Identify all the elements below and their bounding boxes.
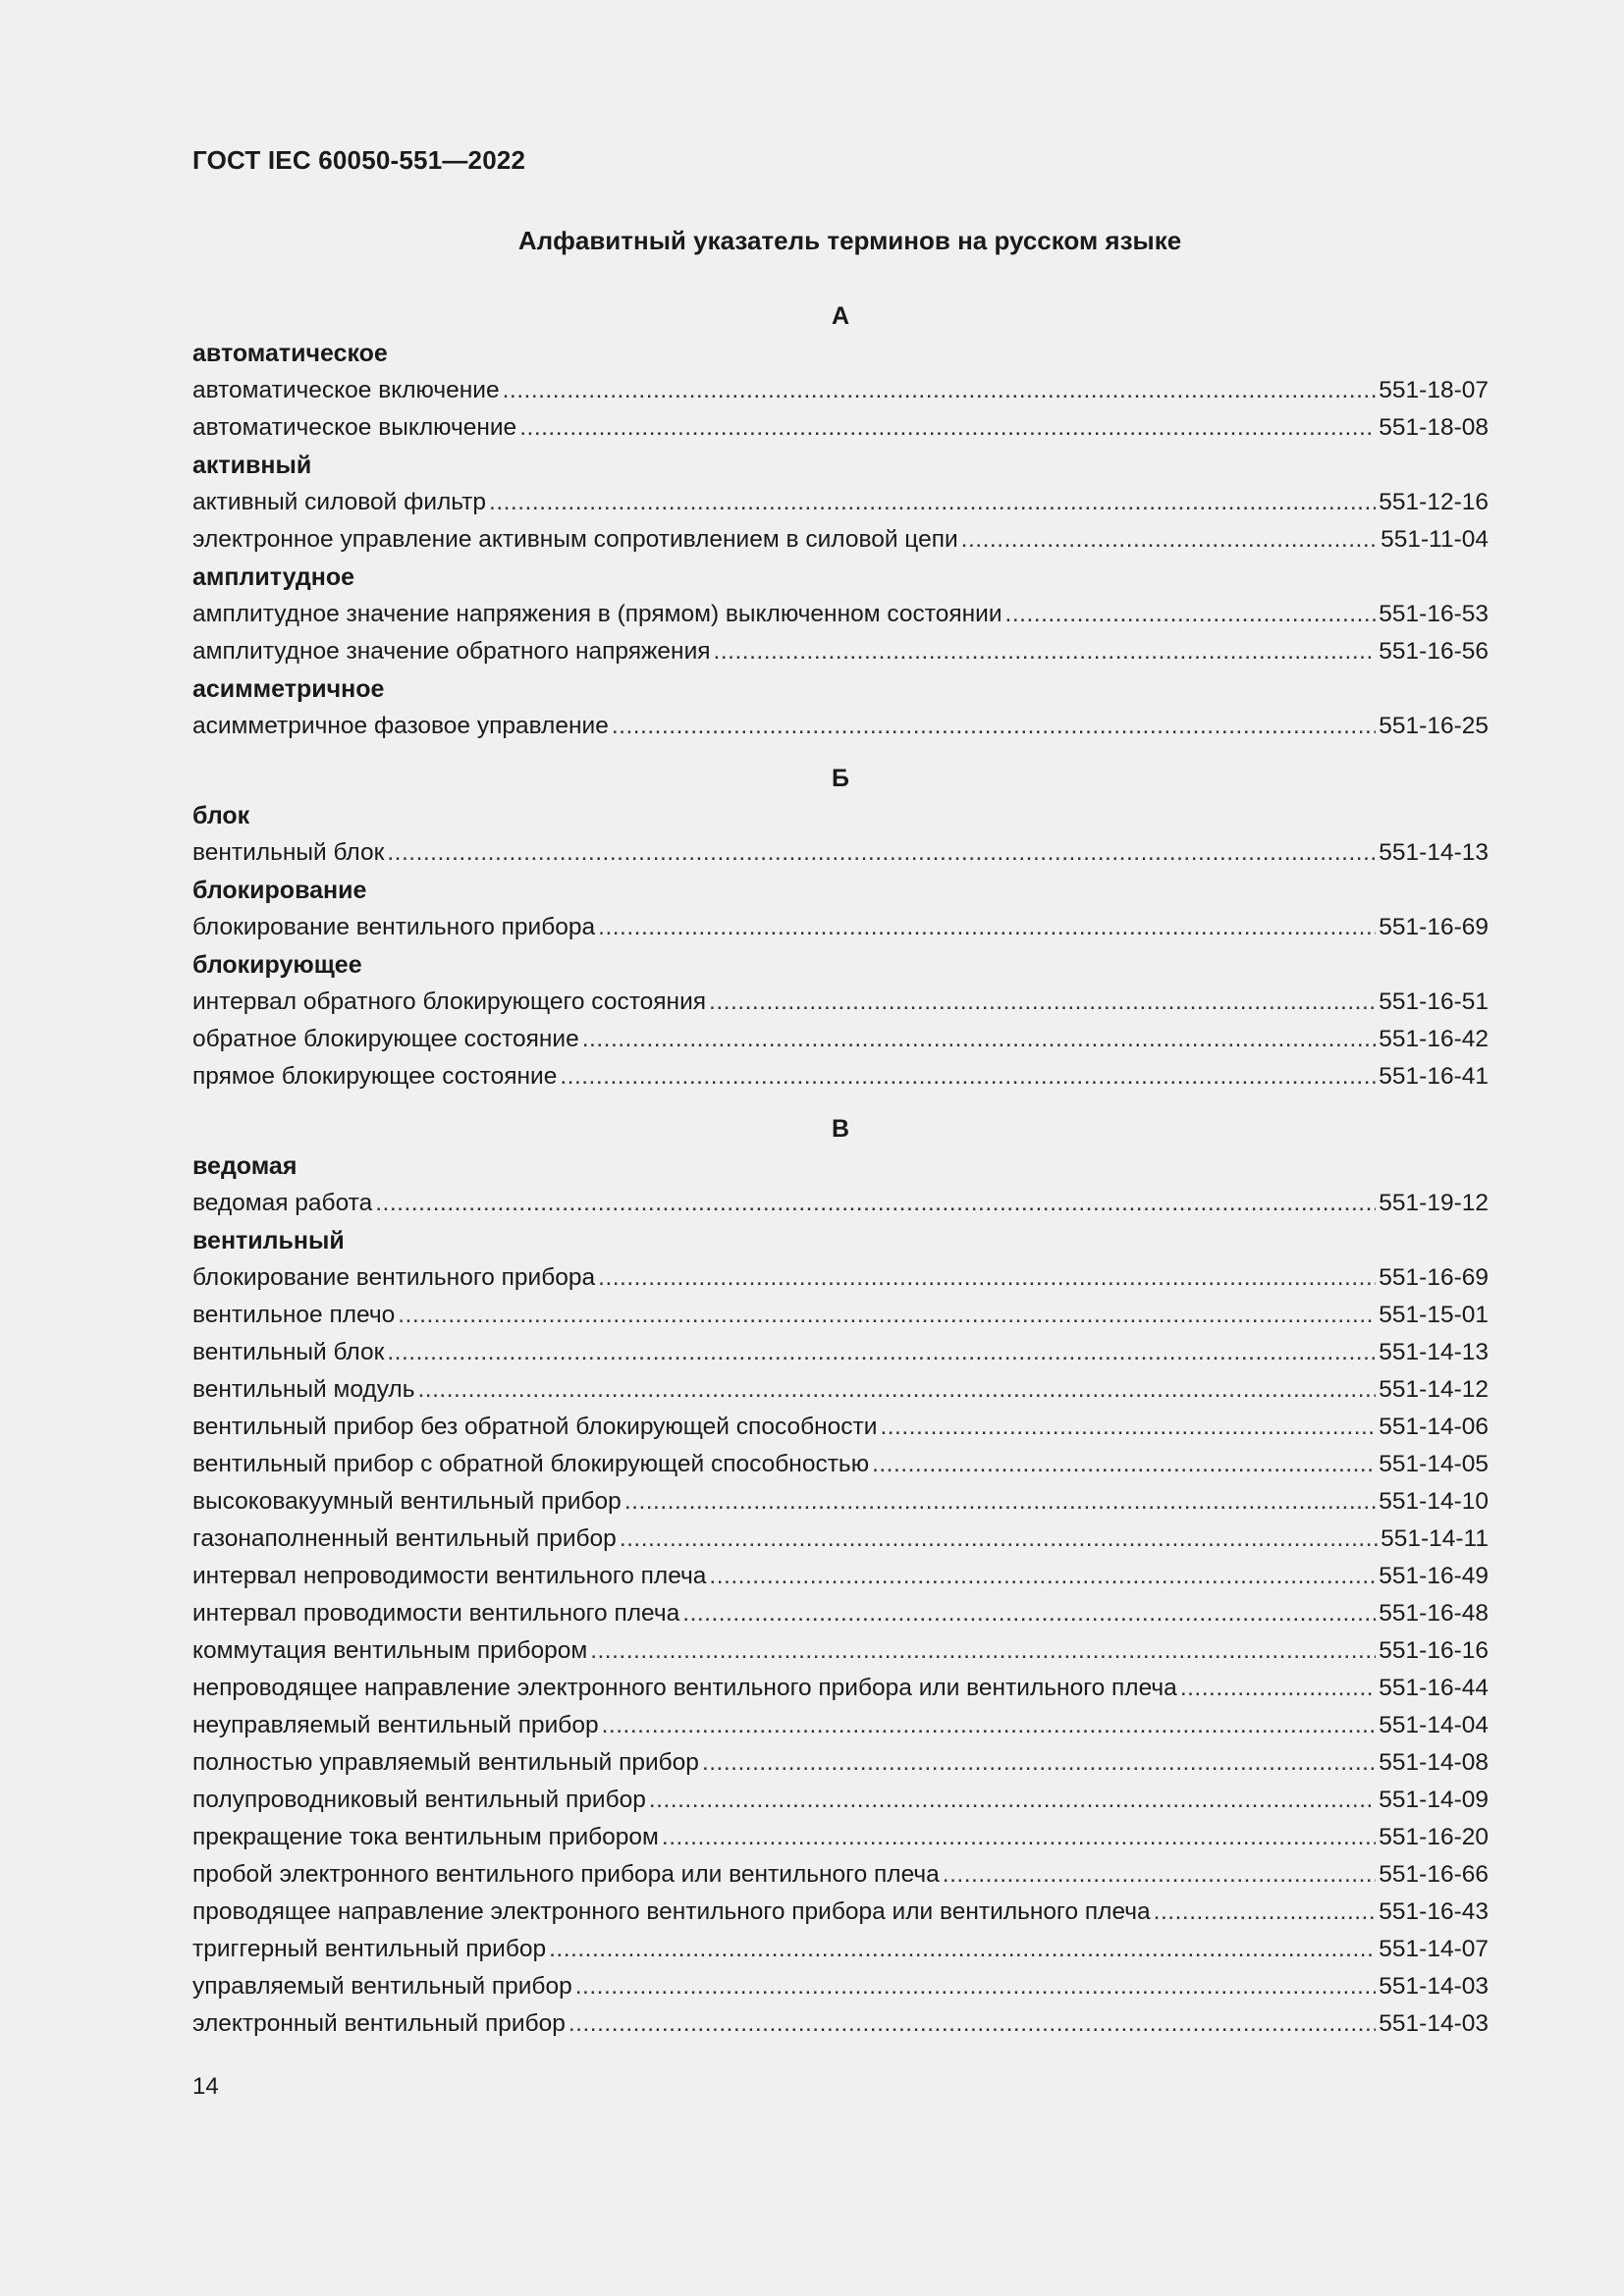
entry-reference: 551-16-48 <box>1379 1600 1489 1627</box>
index-entry <box>192 1894 1489 1931</box>
group-heading: блокирующее <box>192 951 362 979</box>
entry-reference: 551-14-13 <box>1379 839 1489 866</box>
index-entry <box>192 1819 1489 1856</box>
entry-reference: 551-14-08 <box>1379 1749 1489 1776</box>
entry-reference: 551-16-20 <box>1379 1824 1489 1850</box>
entry-term: активный силовой фильтр <box>192 489 487 515</box>
index-entry <box>192 1707 1489 1744</box>
index-entry <box>192 1483 1489 1521</box>
entry-term: асимметричное фазовое управление <box>192 713 609 739</box>
entry-reference: 551-16-25 <box>1379 713 1489 739</box>
dot-leader <box>387 1334 1376 1371</box>
dot-leader <box>662 1819 1376 1856</box>
dot-leader <box>503 372 1377 409</box>
entry-term: обратное блокирующее состояние <box>192 1026 579 1052</box>
entry-term: блокирование вентильного прибора <box>192 1264 596 1291</box>
entry-term: коммутация вентильным прибором <box>192 1637 588 1664</box>
group-heading: автоматическое <box>192 340 388 367</box>
index-entry <box>192 1968 1489 2005</box>
index-entry <box>192 1446 1489 1483</box>
index-entry <box>192 1185 1489 1222</box>
entry-reference: 551-14-11 <box>1380 1525 1489 1552</box>
index-entry <box>192 1259 1489 1297</box>
dot-leader <box>649 1782 1376 1819</box>
dot-leader <box>1180 1670 1376 1707</box>
index-entry <box>192 1558 1489 1595</box>
entry-reference: 551-16-51 <box>1379 988 1489 1015</box>
entry-term: вентильный модуль <box>192 1376 415 1403</box>
index-entry <box>192 1632 1489 1670</box>
dot-leader <box>560 1058 1376 1095</box>
entry-term: амплитудное значение обратного напряжения <box>192 638 711 665</box>
index-entry <box>192 1595 1489 1632</box>
entry-reference: 551-14-05 <box>1379 1451 1489 1477</box>
page-number: 14 <box>192 2073 219 2100</box>
entry-term: интервал непроводимости вентильного плеча <box>192 1563 707 1589</box>
index-entry <box>192 1670 1489 1707</box>
entry-reference: 551-16-42 <box>1379 1026 1489 1052</box>
index-entry <box>192 484 1489 521</box>
entry-reference: 551-16-56 <box>1379 638 1489 665</box>
entry-term: вентильный блок <box>192 839 385 866</box>
entry-term: амплитудное значение напряжения в (прямом) выключенном состоянии <box>192 601 1002 627</box>
section-letter: А <box>831 302 850 330</box>
entry-term: интервал проводимости вентильного плеча <box>192 1600 680 1627</box>
section-letter: В <box>831 1115 850 1143</box>
entry-reference: 551-16-53 <box>1379 601 1489 627</box>
dot-leader <box>714 633 1377 670</box>
term-index <box>192 297 1489 2043</box>
index-entry <box>192 596 1489 633</box>
group-heading: блокирование <box>192 877 367 904</box>
index-entry <box>192 1058 1489 1095</box>
group-heading: активный <box>192 452 312 479</box>
dot-leader <box>612 708 1376 745</box>
index-entry <box>192 1782 1489 1819</box>
dot-leader <box>568 2005 1376 2043</box>
dot-leader <box>590 1632 1376 1670</box>
entry-term: полупроводниковый вентильный прибор <box>192 1787 646 1813</box>
index-entry <box>192 1931 1489 1968</box>
group-heading: ведомая <box>192 1152 298 1180</box>
entry-reference: 551-14-13 <box>1379 1339 1489 1365</box>
entry-term: вентильный блок <box>192 1339 385 1365</box>
entry-term: электронное управление активным сопротивлением в силовой цепи <box>192 526 958 553</box>
dot-leader <box>418 1371 1377 1409</box>
entry-reference: 551-14-03 <box>1379 1973 1489 2000</box>
entry-reference: 551-16-69 <box>1379 914 1489 940</box>
dot-leader <box>1154 1894 1377 1931</box>
entry-reference: 551-16-16 <box>1379 1637 1489 1664</box>
dot-leader <box>709 984 1376 1021</box>
index-entry <box>192 409 1489 447</box>
entry-term: газонаполненный вентильный прибор <box>192 1525 617 1552</box>
group-heading: амплитудное <box>192 563 355 591</box>
dot-leader <box>489 484 1376 521</box>
entry-term: управляемый вентильный прибор <box>192 1973 572 2000</box>
entry-term: вентильное плечо <box>192 1302 396 1328</box>
entry-term: неуправляемый вентильный прибор <box>192 1712 599 1738</box>
group-heading: асимметричное <box>192 675 385 703</box>
entry-term: ведомая работа <box>192 1190 373 1216</box>
index-entry <box>192 909 1489 946</box>
group-heading: блок <box>192 802 250 829</box>
entry-term: блокирование вентильного прибора <box>192 914 596 940</box>
entry-reference: 551-14-06 <box>1379 1414 1489 1440</box>
dot-leader <box>709 1558 1376 1595</box>
index-entry <box>192 633 1489 670</box>
index-entry <box>192 834 1489 872</box>
entry-reference: 551-14-12 <box>1379 1376 1489 1403</box>
entry-reference: 551-19-12 <box>1379 1190 1489 1216</box>
index-entry <box>192 1021 1489 1058</box>
entry-term: прямое блокирующее состояние <box>192 1063 558 1090</box>
entry-term: проводящее направление электронного вентильного прибора или вентильного плеча <box>192 1898 1151 1925</box>
entry-term: интервал обратного блокирующего состояния <box>192 988 707 1015</box>
index-entry <box>192 1371 1489 1409</box>
dot-leader <box>702 1744 1376 1782</box>
dot-leader <box>872 1446 1376 1483</box>
entry-reference: 551-14-09 <box>1379 1787 1489 1813</box>
dot-leader <box>598 1259 1376 1297</box>
dot-leader <box>602 1707 1377 1744</box>
entry-reference: 551-14-10 <box>1379 1488 1489 1515</box>
dot-leader <box>943 1856 1377 1894</box>
index-entry <box>192 521 1489 559</box>
index-entry <box>192 1856 1489 1894</box>
entry-reference: 551-16-41 <box>1379 1063 1489 1090</box>
index-entry <box>192 2005 1489 2043</box>
index-entry <box>192 372 1489 409</box>
entry-reference: 551-18-08 <box>1379 414 1489 441</box>
entry-reference: 551-11-04 <box>1380 526 1489 553</box>
index-entry <box>192 1297 1489 1334</box>
dot-leader <box>519 409 1376 447</box>
entry-term: высоковакуумный вентильный прибор <box>192 1488 622 1515</box>
entry-term: полностью управляемый вентильный прибор <box>192 1749 699 1776</box>
dot-leader <box>398 1297 1376 1334</box>
entry-term: прекращение тока вентильным прибором <box>192 1824 659 1850</box>
entry-reference: 551-16-66 <box>1379 1861 1489 1888</box>
entry-term: автоматическое выключение <box>192 414 517 441</box>
index-entry <box>192 1521 1489 1558</box>
dot-leader <box>961 521 1378 559</box>
entry-reference: 551-15-01 <box>1379 1302 1489 1328</box>
index-entry <box>192 708 1489 745</box>
entry-term: пробой электронного вентильного прибора или вентильного плеча <box>192 1861 940 1888</box>
entry-reference: 551-16-43 <box>1379 1898 1489 1925</box>
dot-leader <box>880 1409 1376 1446</box>
entry-term: триггерный вентильный прибор <box>192 1936 547 1962</box>
dot-leader <box>620 1521 1378 1558</box>
entry-term: автоматическое включение <box>192 377 500 403</box>
entry-reference: 551-14-07 <box>1379 1936 1489 1962</box>
group-heading: вентильный <box>192 1227 345 1255</box>
index-entry <box>192 1744 1489 1782</box>
dot-leader <box>1005 596 1377 633</box>
index-entry <box>192 984 1489 1021</box>
entry-reference: 551-14-04 <box>1379 1712 1489 1738</box>
entry-reference: 551-16-44 <box>1379 1675 1489 1701</box>
dot-leader <box>582 1021 1377 1058</box>
page-title: Алфавитный указатель терминов на русском языке <box>517 226 1182 255</box>
entry-term: непроводящее направление электронного вентильного прибора или вентильного плеча <box>192 1675 1177 1701</box>
dot-leader <box>598 909 1376 946</box>
entry-term: электронный вентильный прибор <box>192 2010 566 2037</box>
entry-reference: 551-18-07 <box>1379 377 1489 403</box>
dot-leader <box>387 834 1376 872</box>
entry-reference: 551-16-69 <box>1379 1264 1489 1291</box>
dot-leader <box>549 1931 1376 1968</box>
dot-leader <box>375 1185 1376 1222</box>
section-letter: Б <box>832 765 849 792</box>
dot-leader <box>624 1483 1376 1521</box>
entry-reference: 551-16-49 <box>1379 1563 1489 1589</box>
index-entry <box>192 1409 1489 1446</box>
entry-term: вентильный прибор с обратной блокирующей способностью <box>192 1451 870 1477</box>
dot-leader <box>575 1968 1377 2005</box>
dot-leader <box>682 1595 1376 1632</box>
entry-reference: 551-12-16 <box>1379 489 1489 515</box>
document-header: ГОСТ IEC 60050-551—2022 <box>192 145 526 175</box>
entry-reference: 551-14-03 <box>1379 2010 1489 2037</box>
entry-term: вентильный прибор без обратной блокирующей способности <box>192 1414 878 1440</box>
index-entry <box>192 1334 1489 1371</box>
